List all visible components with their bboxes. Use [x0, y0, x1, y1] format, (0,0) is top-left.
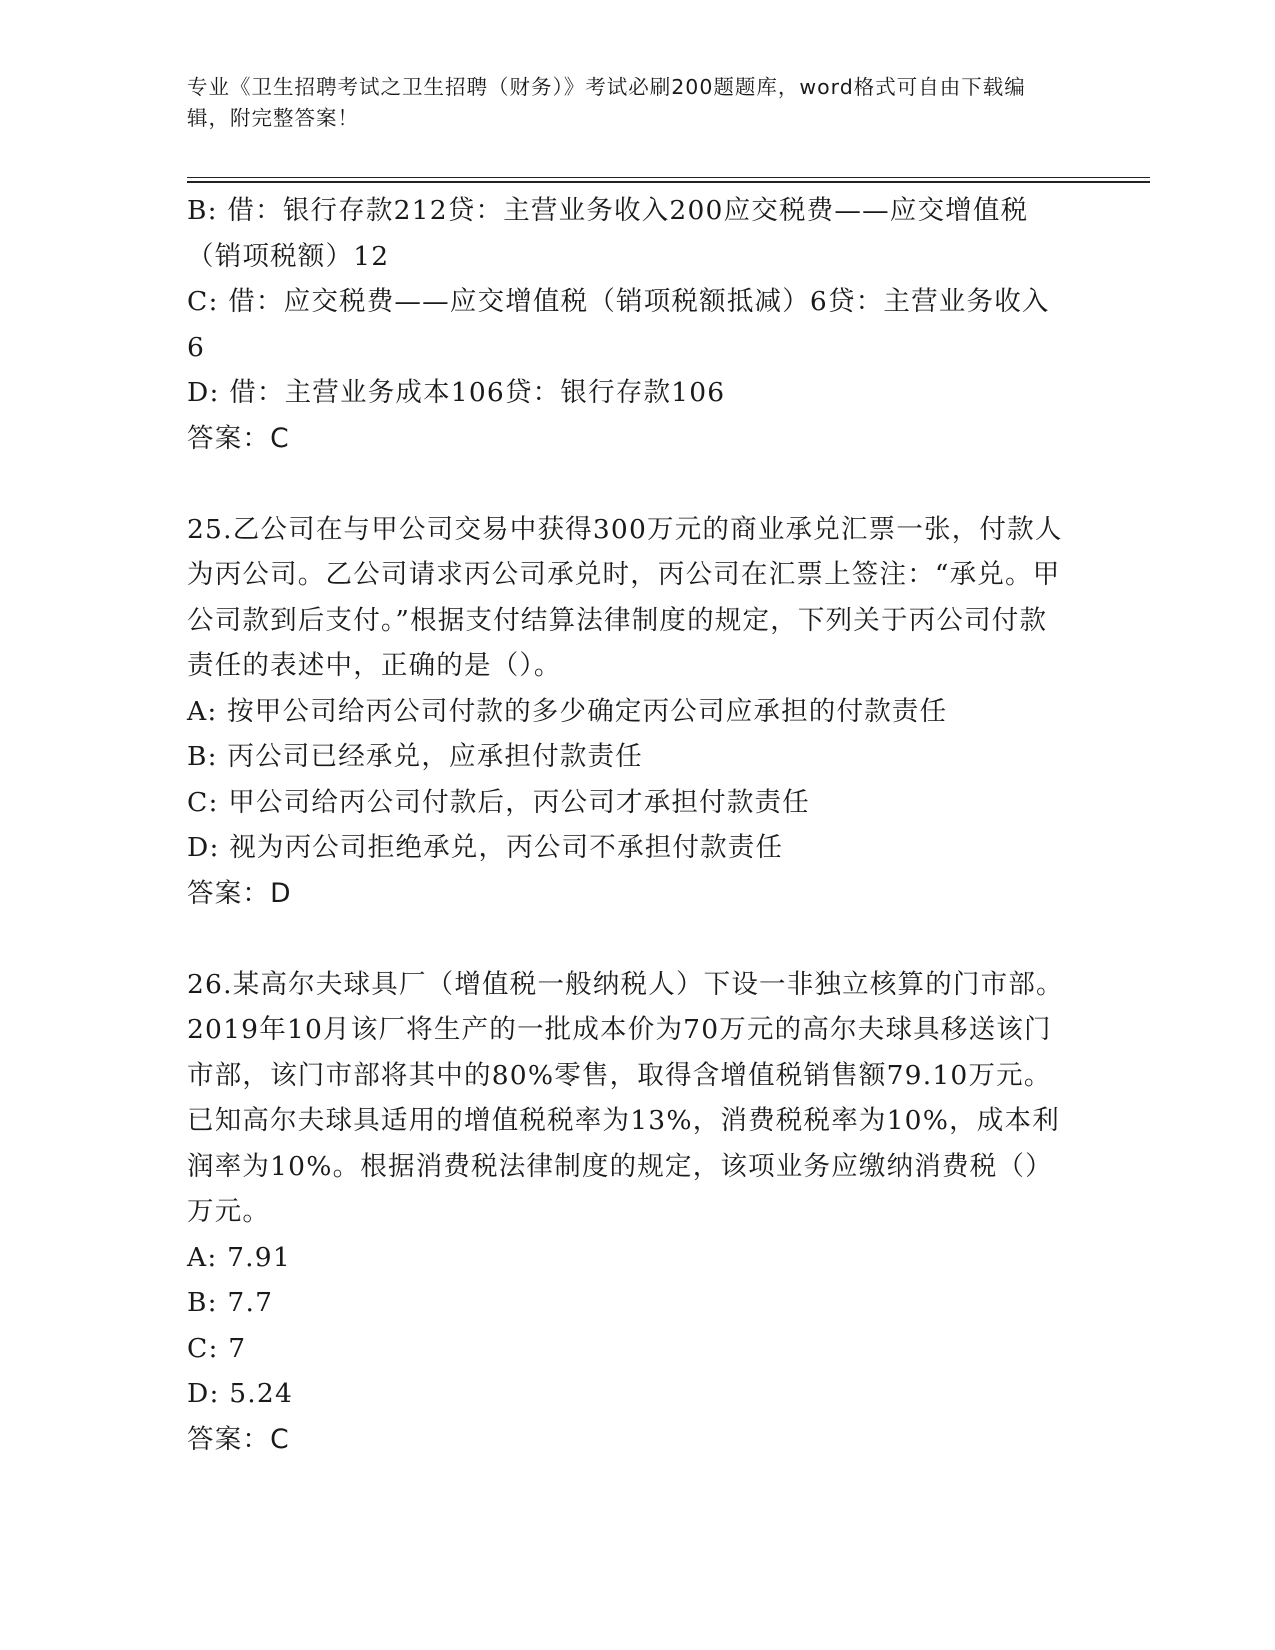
option-a: A: 按甲公司给丙公司付款的多少确定丙公司应承担的付款责任 — [187, 695, 948, 727]
header-divider-thin — [187, 177, 1150, 178]
question-text: 26.某高尔夫球具厂（增值税一般纳税人）下设一非独立核算的门市部。2019年10月该厂将生产的一批成本价为70万元的高尔夫球具移送该门市部，该门市部将其中的80%零售，取得含增值税销售额79.10万元。已知高尔夫球具适用的增值税税率为13%，消费税税率为10%，成本利润率为10%。根据消费税法律制度的规定，该项业务应缴纳消费税（）万元。 — [187, 968, 1064, 1227]
option-a: A: 7.91 — [187, 1241, 291, 1273]
page-content — [187, 188, 1067, 1462]
option-c: C: 借：应交税费——应交增值税（销项税额抵减）6贷：主营业务收入6 — [187, 286, 1050, 363]
answer: 答案：D — [187, 877, 292, 909]
document-header: 专业《卫生招聘考试之卫生招聘（财务）》考试必刷200题题库，word格式可自由下载编辑，附完整答案！ — [187, 75, 1026, 130]
header-divider-thick — [187, 181, 1150, 183]
option-b: B: 丙公司已经承兑，应承担付款责任 — [187, 741, 643, 772]
spacer — [187, 461, 1067, 507]
option-b: B: 7.7 — [187, 1287, 274, 1318]
answer: 答案：C — [187, 1423, 290, 1455]
question-25 — [187, 507, 1067, 917]
option-d: D: 5.24 — [187, 1378, 294, 1409]
option-d: D: 视为丙公司拒绝承兑，丙公司不承担付款责任 — [187, 832, 784, 863]
question-26 — [187, 962, 1067, 1463]
option-c: C: 7 — [187, 1332, 247, 1364]
question-text: 25.乙公司在与甲公司交易中获得300万元的商业承兑汇票一张，付款人为丙公司。乙公司请求丙公司承兑时，丙公司在汇票上签注：“承兑。甲公司款到后支付。”根据支付结算法律制度的规定，下列关于丙公司付款责任的表述中，正确的是（）。 — [187, 513, 1063, 681]
spacer — [187, 916, 1067, 962]
question-24-continued — [187, 188, 1067, 461]
option-d: D: 借：主营业务成本106贷：银行存款106 — [187, 377, 726, 408]
option-b: B: 借：银行存款212贷：主营业务收入200应交税费——应交增值税（销项税额）12 — [187, 195, 1029, 272]
option-c: C: 甲公司给丙公司付款后，丙公司才承担付款责任 — [187, 786, 810, 818]
answer: 答案：C — [187, 422, 290, 454]
